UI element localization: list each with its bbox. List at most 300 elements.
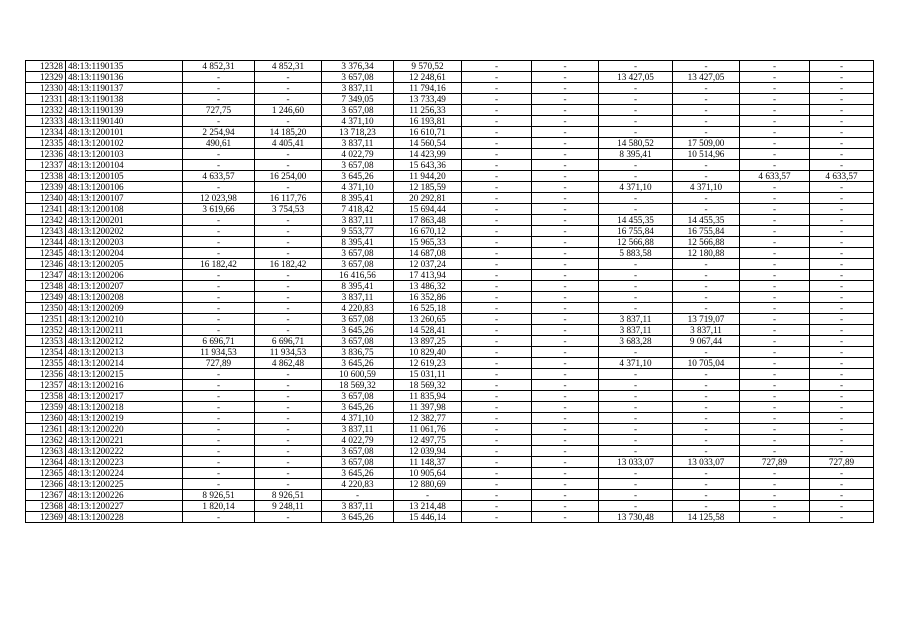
cadastral-number-cell: 48:13:1200225 [66,479,183,490]
value-cell: - [183,479,255,490]
value-cell: - [673,303,740,314]
value-cell: - [810,303,874,314]
value-cell: - [740,149,810,160]
value-cell: - [810,468,874,479]
value-cell: - [810,248,874,259]
value-cell: - [462,105,532,116]
value-cell: 13 033,07 [673,457,740,468]
value-cell: 16 525,18 [394,303,462,314]
value-cell: - [532,479,599,490]
value-cell: - [740,336,810,347]
value-cell: - [462,435,532,446]
value-cell: - [255,237,322,248]
value-cell: - [810,413,874,424]
value-cell: - [599,281,673,292]
value-cell: 15 446,14 [394,512,462,523]
value-cell: 3 657,08 [322,259,394,270]
row-number-cell: 12345 [26,248,66,259]
value-cell: - [255,457,322,468]
value-cell: 15 694,44 [394,204,462,215]
value-cell: - [810,336,874,347]
value-cell: 6 696,71 [183,336,255,347]
value-cell: - [183,468,255,479]
value-cell: - [673,171,740,182]
row-number-cell: 12353 [26,336,66,347]
value-cell: 3 657,08 [322,314,394,325]
value-cell: - [532,457,599,468]
table-row [26,369,874,380]
value-cell: - [740,248,810,259]
row-number-cell: 12359 [26,402,66,413]
value-cell: - [532,94,599,105]
value-cell: - [810,182,874,193]
value-cell: - [255,182,322,193]
value-cell: - [740,424,810,435]
value-cell: - [255,215,322,226]
value-cell: - [183,237,255,248]
value-cell: - [810,105,874,116]
value-cell: - [599,391,673,402]
value-cell: - [740,182,810,193]
value-cell: - [599,468,673,479]
value-cell: - [532,446,599,457]
table-row [26,83,874,94]
value-cell: - [673,259,740,270]
row-number-cell: 12329 [26,72,66,83]
value-cell: 4 633,57 [740,171,810,182]
row-number-cell: 12352 [26,325,66,336]
value-cell: - [740,270,810,281]
value-cell: 1 246,60 [255,105,322,116]
value-cell: - [810,149,874,160]
value-cell: 18 569,32 [394,380,462,391]
cadastral-number-cell: 48:13:1200213 [66,347,183,358]
table-row [26,61,874,72]
value-cell: - [810,435,874,446]
value-cell: 4 371,10 [322,116,394,127]
value-cell: - [740,358,810,369]
value-cell: - [599,303,673,314]
value-cell: 9 248,11 [255,501,322,512]
value-cell: - [462,380,532,391]
value-cell: - [673,281,740,292]
value-cell: - [740,303,810,314]
value-cell: - [673,83,740,94]
value-cell: - [255,369,322,380]
value-cell: - [740,160,810,171]
value-cell: - [599,259,673,270]
value-cell: 727,89 [810,457,874,468]
value-cell: 11 794,16 [394,83,462,94]
value-cell: 4 633,57 [183,171,255,182]
cadastral-number-cell: 48:13:1200208 [66,292,183,303]
cadastral-number-cell: 48:13:1200205 [66,259,183,270]
table-row [26,259,874,270]
cadastral-number-cell: 48:13:1200222 [66,446,183,457]
value-cell: - [255,292,322,303]
value-cell: 13 033,07 [599,457,673,468]
value-cell: 3 837,11 [599,314,673,325]
value-cell: - [673,391,740,402]
value-cell: - [183,402,255,413]
value-cell: - [740,325,810,336]
cadastral-number-cell: 48:13:1200203 [66,237,183,248]
value-cell: - [462,160,532,171]
value-cell: - [810,160,874,171]
value-cell: - [462,413,532,424]
value-cell: - [532,292,599,303]
value-cell: 11 397,98 [394,402,462,413]
table-row [26,512,874,523]
value-cell: - [183,215,255,226]
table-row [26,248,874,259]
table-row [26,424,874,435]
cadastral-number-cell: 48:13:1200102 [66,138,183,149]
value-cell: - [740,380,810,391]
value-cell: - [810,490,874,501]
value-cell: - [673,204,740,215]
value-cell: - [810,83,874,94]
value-cell: 12 248,61 [394,72,462,83]
value-cell: - [255,72,322,83]
value-cell: 15 965,33 [394,237,462,248]
value-cell: 7 349,05 [322,94,394,105]
value-cell: - [599,171,673,182]
value-cell: 490,61 [183,138,255,149]
value-cell: 3 754,53 [255,204,322,215]
table-row [26,457,874,468]
value-cell: 727,75 [183,105,255,116]
value-cell: - [810,94,874,105]
value-cell: - [740,292,810,303]
value-cell: - [599,424,673,435]
table-row [26,160,874,171]
value-cell: - [810,138,874,149]
value-cell: - [740,413,810,424]
table-body [26,61,874,523]
row-number-cell: 12342 [26,215,66,226]
table-row [26,391,874,402]
value-cell: - [810,314,874,325]
value-cell: - [673,116,740,127]
value-cell: - [532,435,599,446]
value-cell: - [599,369,673,380]
value-cell: - [462,171,532,182]
cadastral-number-cell: 48:13:1200104 [66,160,183,171]
value-cell: - [740,490,810,501]
table-row [26,204,874,215]
value-cell: - [740,512,810,523]
value-cell: - [673,193,740,204]
value-cell: 4 852,31 [183,61,255,72]
row-number-cell: 12328 [26,61,66,72]
value-cell: - [255,402,322,413]
value-cell: - [462,336,532,347]
value-cell: - [255,413,322,424]
value-cell: - [810,193,874,204]
cadastral-number-cell: 48:13:1200224 [66,468,183,479]
value-cell: 16 117,76 [255,193,322,204]
value-cell: - [255,380,322,391]
value-cell: - [673,105,740,116]
cadastral-number-cell: 48:13:1200202 [66,226,183,237]
value-cell: - [810,369,874,380]
value-cell: 3 657,08 [322,446,394,457]
value-cell: 4 371,10 [322,413,394,424]
cadastral-number-cell: 48:13:1200212 [66,336,183,347]
value-cell: 17 413,94 [394,270,462,281]
value-cell: 13 214,48 [394,501,462,512]
value-cell: - [740,105,810,116]
value-cell: 14 687,08 [394,248,462,259]
value-cell: - [462,424,532,435]
value-cell: - [462,512,532,523]
value-cell: - [462,138,532,149]
value-cell: - [462,490,532,501]
value-cell: - [255,281,322,292]
cadastral-number-cell: 48:13:1190138 [66,94,183,105]
value-cell: - [183,512,255,523]
cadastral-number-cell: 48:13:1200217 [66,391,183,402]
value-cell: 10 600,59 [322,369,394,380]
value-cell: 4 371,10 [599,358,673,369]
value-cell: 18 569,32 [322,380,394,391]
value-cell: 1 820,14 [183,501,255,512]
value-cell: 11 835,94 [394,391,462,402]
value-cell: - [599,479,673,490]
value-cell: - [532,149,599,160]
cadastral-number-cell: 48:13:1190136 [66,72,183,83]
value-cell: - [183,457,255,468]
value-cell: - [462,72,532,83]
cadastral-number-cell: 48:13:1200226 [66,490,183,501]
value-cell: 12 880,69 [394,479,462,490]
value-cell: - [183,83,255,94]
value-cell: - [810,512,874,523]
value-cell: 3 837,11 [673,325,740,336]
cadastral-number-cell: 48:13:1200223 [66,457,183,468]
value-cell: - [810,72,874,83]
value-cell: 13 730,48 [599,512,673,523]
value-cell: - [183,149,255,160]
value-cell: 12 497,75 [394,435,462,446]
value-cell: 4 405,41 [255,138,322,149]
value-cell: - [394,490,462,501]
value-cell: - [462,358,532,369]
row-number-cell: 12343 [26,226,66,237]
value-cell: - [810,226,874,237]
cadastral-number-cell: 48:13:1200107 [66,193,183,204]
value-cell: 9 553,77 [322,226,394,237]
value-cell: 16 352,86 [394,292,462,303]
value-cell: - [255,83,322,94]
value-cell: 12 039,94 [394,446,462,457]
value-cell: - [810,116,874,127]
value-cell: - [255,270,322,281]
value-cell: - [673,270,740,281]
value-cell: 4 022,79 [322,435,394,446]
value-cell: - [599,446,673,457]
cadastral-number-cell: 48:13:1200207 [66,281,183,292]
value-cell: - [183,160,255,171]
value-cell: 3 837,11 [322,424,394,435]
value-cell: 8 395,41 [599,149,673,160]
value-cell: 4 220,83 [322,479,394,490]
value-cell: - [599,292,673,303]
value-cell: 12 180,88 [673,248,740,259]
cadastral-number-cell: 48:13:1200221 [66,435,183,446]
value-cell: - [462,270,532,281]
value-cell: - [255,303,322,314]
value-cell: - [255,512,322,523]
value-cell: - [183,270,255,281]
value-cell: 8 395,41 [322,237,394,248]
value-cell: - [532,182,599,193]
value-cell: - [673,380,740,391]
value-cell: - [255,391,322,402]
value-cell: - [599,105,673,116]
value-cell: - [740,402,810,413]
value-cell: - [462,479,532,490]
value-cell: - [740,237,810,248]
row-number-cell: 12347 [26,270,66,281]
value-cell: - [462,182,532,193]
value-cell: - [462,226,532,237]
value-cell: - [810,358,874,369]
value-cell: - [255,468,322,479]
value-cell: - [255,424,322,435]
value-cell: - [599,380,673,391]
value-cell: 10 829,40 [394,347,462,358]
value-cell: - [532,83,599,94]
value-cell: 727,89 [740,457,810,468]
value-cell: 3 837,11 [322,83,394,94]
value-cell: 15 643,36 [394,160,462,171]
value-cell: - [673,160,740,171]
row-number-cell: 12362 [26,435,66,446]
table-row [26,138,874,149]
value-cell: - [740,138,810,149]
table-row [26,336,874,347]
data-table [25,60,874,523]
value-cell: 4 220,83 [322,303,394,314]
cadastral-number-cell: 48:13:1200219 [66,413,183,424]
row-number-cell: 12356 [26,369,66,380]
value-cell: - [532,314,599,325]
value-cell: 13 427,05 [673,72,740,83]
value-cell: - [462,61,532,72]
value-cell: 20 292,81 [394,193,462,204]
value-cell: - [740,61,810,72]
cadastral-number-cell: 48:13:1200209 [66,303,183,314]
value-cell: - [532,215,599,226]
value-cell: - [532,512,599,523]
value-cell: - [532,226,599,237]
value-cell: - [740,391,810,402]
value-cell: - [740,193,810,204]
value-cell: - [599,402,673,413]
value-cell: - [462,237,532,248]
value-cell: - [532,72,599,83]
value-cell: - [532,347,599,358]
row-number-cell: 12337 [26,160,66,171]
table-row [26,215,874,226]
value-cell: - [183,435,255,446]
value-cell: 14 455,35 [673,215,740,226]
value-cell: 16 610,71 [394,127,462,138]
value-cell: - [462,83,532,94]
value-cell: 12 037,24 [394,259,462,270]
row-number-cell: 12360 [26,413,66,424]
value-cell: 12 185,59 [394,182,462,193]
value-cell: 3 376,34 [322,61,394,72]
value-cell: - [255,479,322,490]
value-cell: 14 528,41 [394,325,462,336]
value-cell: 12 566,88 [673,237,740,248]
value-cell: 16 193,81 [394,116,462,127]
value-cell: - [183,314,255,325]
value-cell: - [322,490,394,501]
value-cell: - [532,171,599,182]
table-row [26,149,874,160]
value-cell: - [183,94,255,105]
table-row [26,402,874,413]
value-cell: - [462,314,532,325]
value-cell: 12 566,88 [599,237,673,248]
value-cell: - [740,479,810,490]
row-number-cell: 12346 [26,259,66,270]
cadastral-number-cell: 48:13:1200220 [66,424,183,435]
value-cell: 11 944,20 [394,171,462,182]
value-cell: - [599,501,673,512]
value-cell: 8 926,51 [255,490,322,501]
value-cell: - [462,259,532,270]
value-cell: - [532,127,599,138]
value-cell: - [740,446,810,457]
value-cell: - [532,402,599,413]
value-cell: 13 719,07 [673,314,740,325]
value-cell: 13 733,49 [394,94,462,105]
value-cell: - [183,325,255,336]
table-row [26,94,874,105]
value-cell: - [462,127,532,138]
value-cell: 14 185,20 [255,127,322,138]
value-cell: - [532,468,599,479]
value-cell: - [183,182,255,193]
value-cell: 11 256,33 [394,105,462,116]
value-cell: - [740,127,810,138]
value-cell: - [462,391,532,402]
value-cell: - [255,94,322,105]
value-cell: 11 061,76 [394,424,462,435]
table-row [26,501,874,512]
value-cell: 16 670,12 [394,226,462,237]
value-cell: - [532,138,599,149]
cadastral-number-cell: 48:13:1200101 [66,127,183,138]
table-row [26,237,874,248]
table-row [26,468,874,479]
value-cell: - [740,347,810,358]
value-cell: 3 645,26 [322,358,394,369]
value-cell: 3 645,26 [322,512,394,523]
value-cell: - [599,490,673,501]
value-cell: - [810,204,874,215]
value-cell: 12 382,77 [394,413,462,424]
value-cell: - [532,248,599,259]
row-number-cell: 12348 [26,281,66,292]
value-cell: 17 863,48 [394,215,462,226]
value-cell: - [183,116,255,127]
